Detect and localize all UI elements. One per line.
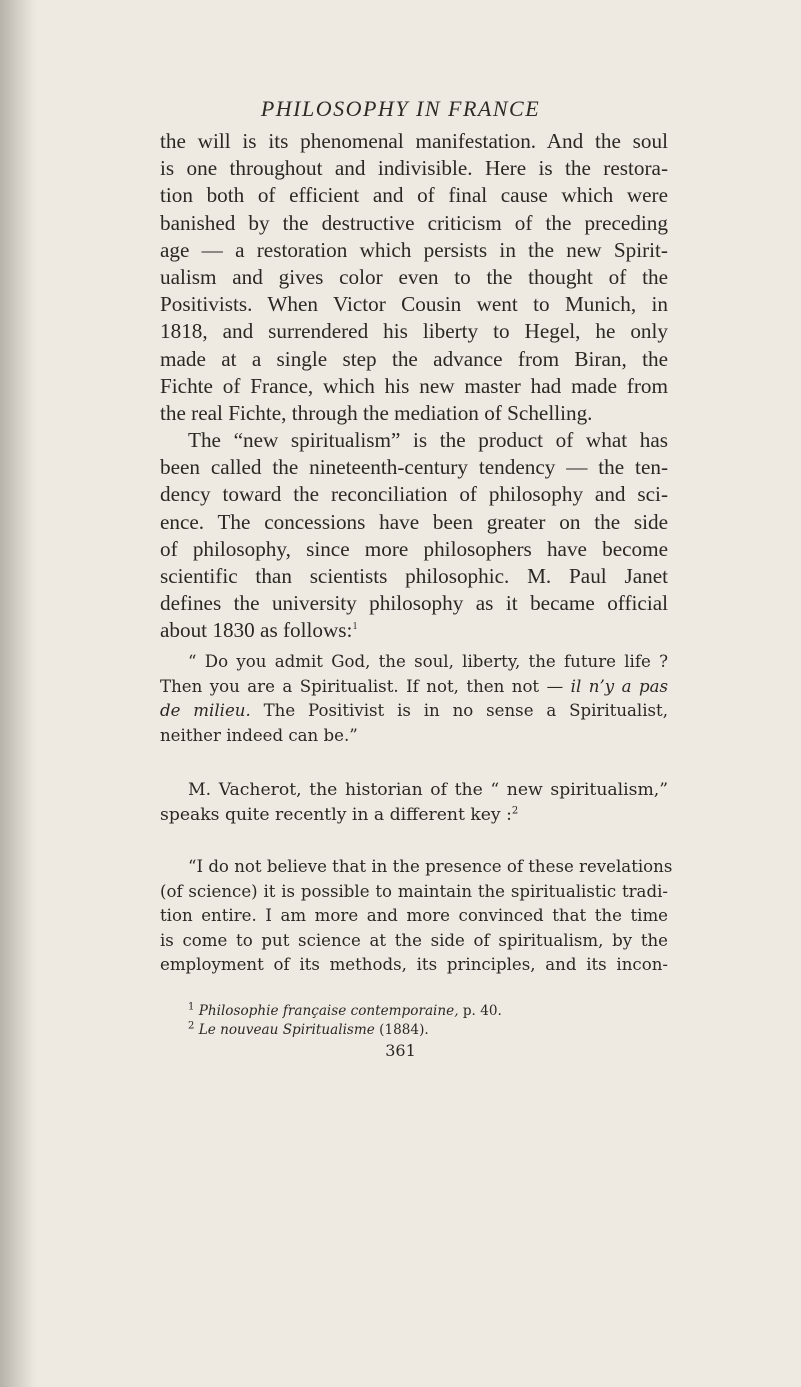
text-line: 1818, and surrendered his liberty to Hegel, he only: [160, 319, 668, 344]
text-line: Positivists. When Victor Cousin went to Munich, in: [160, 292, 668, 317]
footnote-ref-1[interactable]: 1: [352, 621, 358, 633]
quote-line: employment of its methods, its principles, and its incon-: [160, 955, 668, 975]
page-number: 361: [385, 1041, 416, 1060]
text-line: The “new spiritualism” is the product of what has: [188, 428, 668, 452]
text-line: ualism and gives color even to the thought of the: [160, 265, 668, 290]
text-line: [160, 617, 668, 644]
text-line: the will is its phenomenal manifestation. And the soul: [160, 129, 668, 153]
text-line: ence. The concessions have been greater on the side: [160, 509, 668, 534]
text-line: Fichte of France, which his new master had made from: [160, 373, 668, 398]
footnote-1: $^1$ Philosophie française contemporaine, p. 40.: [188, 1001, 502, 1019]
quote-line: is come to put science at the side of spiritualism, by the: [160, 930, 668, 950]
footnote-ref-2[interactable]: 2: [511, 805, 519, 817]
text-line: scientific than scientists philosophic. M. Paul Janet: [160, 564, 668, 589]
text-line: banished by the destructive criticism of the preceding: [160, 210, 668, 235]
italic-phrase: de milieu.: [160, 701, 251, 721]
running-head: PHILOSOPHY IN FRANCE: [260, 96, 541, 121]
text-line: of philosophy, since more philosophers have become: [160, 536, 668, 561]
text-line: been called the nineteenth-century tendency — the ten-: [160, 455, 668, 480]
text-line-content: about 1830 as follows:: [160, 618, 353, 643]
paragraph-2: [160, 427, 668, 645]
quote-line: “I do not believe that in the presence of these revelations: [188, 857, 673, 876]
quote-line: neither indeed can be.”: [160, 725, 358, 745]
italic-phrase: il n’y a pas: [570, 676, 668, 696]
text-line: tion both of efficient and of final cause which were: [160, 183, 668, 208]
text-line: is one throughout and indivisible. Here is the restora-: [160, 156, 668, 181]
text-line: the real Fichte, through the mediation of Schelling.: [160, 401, 593, 426]
text-line: age — a restoration which persists in the new Spirit-: [160, 237, 668, 262]
text-line: made at a single step the advance from Biran, the: [160, 346, 668, 371]
paragraph-1: [160, 128, 668, 427]
block-quote-2: [160, 855, 673, 978]
block-quote-1: [160, 650, 668, 748]
gutter-shadow: [0, 0, 34, 1387]
quote-line: Then you are a Spiritualist. If not, then not — il n’y a pas: [160, 676, 668, 696]
paragraph-3: [160, 778, 668, 828]
text-line: defines the university philosophy as it became official: [160, 591, 668, 616]
text-line: M. Vacherot, the historian of the “ new spiritualism,”: [188, 780, 668, 800]
text-line: speaks quite recently in a different key :$^2$: [160, 805, 519, 825]
quote-line: tion entire. I am more and more convinced that the time: [160, 906, 668, 926]
quote-line: (of science) it is possible to maintain the spiritualistic tradi-: [160, 881, 668, 901]
quote-line: de milieu. The Positivist is in no sense a Spiritualist,: [160, 701, 668, 721]
quote-line: “ Do you admit God, the soul, liberty, the future life ?: [188, 652, 668, 671]
text-line: dency toward the reconciliation of philosophy and sci-: [160, 482, 668, 507]
footnotes: [160, 1002, 668, 1040]
footnote-2: $^2$ Le nouveau Spiritualisme (1884).: [188, 1020, 429, 1038]
